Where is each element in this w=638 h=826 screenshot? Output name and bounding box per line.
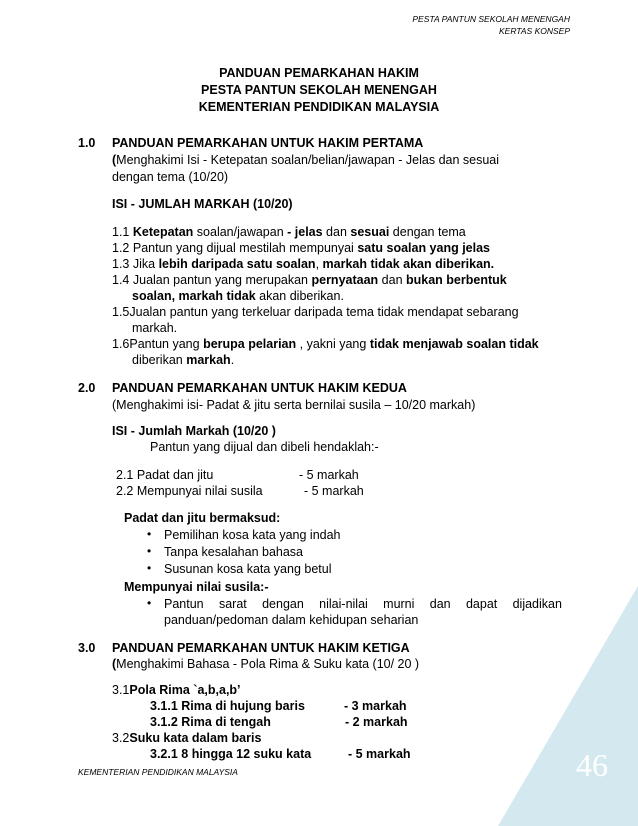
section-2-desc: (Menghakimi isi- Padat & jitu serta bernilai susila – 10/20 markah) bbox=[112, 398, 476, 412]
section-2-isi-heading: ISI - Jumlah Markah (10/20 ) bbox=[112, 424, 276, 438]
corner-decoration bbox=[498, 586, 638, 826]
footer-text: KEMENTERIAN PENDIDIKAN MALAYSIA bbox=[78, 767, 238, 777]
item-1-6-cont: diberikan markah. bbox=[132, 353, 235, 367]
nilai-item-line1: Pantun sarat dengan nilai-nilai murni dan dapat dijadikan bbox=[164, 597, 562, 611]
section-1-isi-heading: ISI - JUMLAH MARKAH (10/20) bbox=[112, 197, 293, 211]
item-2-2-label: 2.2 Mempunyai nilai susila bbox=[116, 484, 263, 498]
item-3-1-2-label: 3.1.2 Rima di tengah bbox=[150, 715, 271, 729]
bullet-icon: • bbox=[147, 596, 152, 610]
item-1-3: 1.3 Jika lebih daripada satu soalan, markah tidak akan diberikan. bbox=[112, 257, 495, 271]
bullet-icon: • bbox=[147, 527, 152, 541]
section-1-heading: PANDUAN PEMARKAHAN UNTUK HAKIM PERTAMA bbox=[112, 136, 424, 150]
item-3-2: 3.2Suku kata dalam baris bbox=[112, 731, 262, 745]
padat-item-3: Susunan kosa kata yang betul bbox=[164, 562, 332, 576]
item-3-1-1-label: 3.1.1 Rima di hujung baris bbox=[150, 699, 305, 713]
bullet-icon: • bbox=[147, 544, 152, 558]
page-number: 46 bbox=[576, 747, 608, 783]
item-1-1: 1.1 Ketepatan soalan/jawapan - jelas dan sesuai dengan tema bbox=[112, 225, 466, 239]
nilai-item-line2: panduan/pedoman dalam kehidupan seharian bbox=[164, 613, 419, 627]
nilai-heading: Mempunyai nilai susila:- bbox=[124, 580, 269, 594]
item-1-5: 1.5Jualan pantun yang terkeluar daripada tema tidak mendapat sebarang bbox=[112, 305, 519, 319]
item-1-5-cont: markah. bbox=[132, 321, 178, 335]
padat-heading: Padat dan jitu bermaksud: bbox=[124, 511, 281, 525]
section-2-isi-sub: Pantun yang dijual dan dibeli hendaklah:- bbox=[150, 440, 379, 454]
item-2-1-marks: - 5 markah bbox=[299, 468, 359, 482]
item-2-1-label: 2.1 Padat dan jitu bbox=[116, 468, 214, 482]
padat-item-2: Tanpa kesalahan bahasa bbox=[164, 545, 304, 559]
item-1-6: 1.6Pantun yang berupa pelarian , yakni yang tidak menjawab soalan tidak bbox=[112, 337, 539, 351]
item-3-1-1-marks: - 3 markah bbox=[344, 699, 407, 713]
item-1-2: 1.2 Pantun yang dijual mestilah mempunyai satu soalan yang jelas bbox=[112, 241, 491, 255]
item-1-4: 1.4 Jualan pantun yang merupakan pernyataan dan bukan berbentuk bbox=[112, 273, 507, 287]
running-header-subtitle: KERTAS KONSEP bbox=[498, 26, 570, 36]
section-2-heading: PANDUAN PEMARKAHAN UNTUK HAKIM KEDUA bbox=[112, 381, 407, 395]
section-3-number: 3.0 bbox=[78, 641, 96, 655]
section-1-desc-line1: (Menghakimi Isi - Ketepatan soalan/belian/jawapan - Jelas dan sesuai bbox=[112, 153, 500, 167]
section-1-desc-line2: dengan tema (10/20) bbox=[112, 170, 229, 184]
doc-title-line1: PANDUAN PEMARKAHAN HAKIM bbox=[219, 66, 419, 80]
section-3-desc: (Menghakimi Bahasa - Pola Rima & Suku kata (10/ 20 ) bbox=[112, 657, 420, 671]
doc-title-line3: KEMENTERIAN PENDIDIKAN MALAYSIA bbox=[198, 100, 440, 114]
doc-title-line2: PESTA PANTUN SEKOLAH MENENGAH bbox=[201, 83, 437, 97]
item-1-4-cont: soalan, markah tidak akan diberikan. bbox=[132, 289, 344, 303]
section-1-number: 1.0 bbox=[78, 136, 96, 150]
section-3-heading: PANDUAN PEMARKAHAN UNTUK HAKIM KETIGA bbox=[112, 641, 410, 655]
section-2-number: 2.0 bbox=[78, 381, 96, 395]
running-header-title: PESTA PANTUN SEKOLAH MENENGAH bbox=[412, 14, 570, 24]
item-2-2-marks: - 5 markah bbox=[304, 484, 364, 498]
item-3-1: 3.1Pola Rima `a,b,a,b’ bbox=[112, 683, 241, 697]
padat-item-1: Pemilihan kosa kata yang indah bbox=[164, 528, 341, 542]
item-3-2-1-marks: - 5 markah bbox=[348, 747, 411, 761]
bullet-icon: • bbox=[147, 561, 152, 575]
item-3-2-1-label: 3.2.1 8 hingga 12 suku kata bbox=[150, 747, 312, 761]
item-3-1-2-marks: - 2 markah bbox=[345, 715, 408, 729]
